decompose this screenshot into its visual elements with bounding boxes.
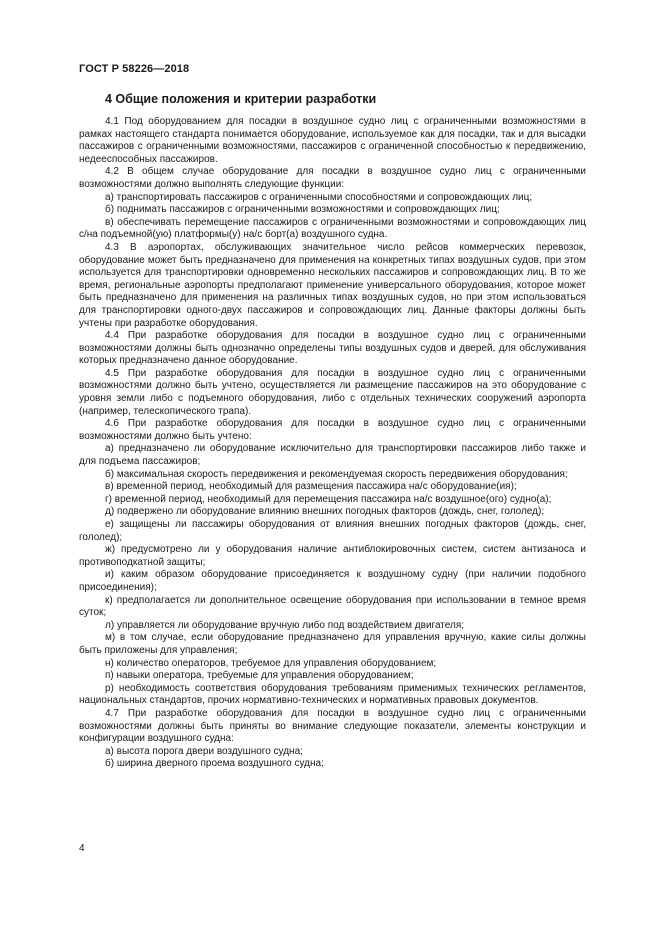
- list-item: и) каким образом оборудование присоединяется к воздушному судну (при наличии подобного присоединения);: [79, 569, 586, 593]
- paragraph: 4.7 При разработке оборудования для посадки в воздушное судно лиц с ограниченными возможностями должны быть приняты во внимание следующие показатели, элементы конструкции и конфигурации воздушного судна:: [79, 707, 586, 745]
- paragraph: 4.6 При разработке оборудования для посадки в воздушное судно лиц с ограниченными возможностями должно быть учтено:: [79, 418, 586, 442]
- list-item: в) временной период, необходимый для размещения пассажира на/с оборудование(ия);: [105, 481, 517, 493]
- list-item: г) временной период, необходимый для перемещения пассажира на/с воздушное(ого) судно(а);: [105, 493, 552, 505]
- paragraph: 4.3 В аэропортах, обслуживающих значительное число рейсов коммерческих перевозок, оборудование может быть предназначено для применения на конкретных типах воздушных судов, при этом используется для транспортировки одновременно нескольких пассажиров и сопровождающих лиц. В то же время, региональные аэропорты предполагают применение универсального оборудования, которое может быть предназначено для применения на различных типах воздушных судов, но при этом использоваться для транспортировки одного-двух пассажиров и сопровождающих лиц. Данные факторы должны быть учтены при разработке оборудования.: [79, 241, 586, 329]
- list-item: в) обеспечивать перемещение пассажиров с ограниченными возможностями и сопровождающих лиц с/на подъемной(ую) платформы(у) на/с борт(а) воздушного судна.: [79, 216, 586, 241]
- list-item: к) предполагается ли дополнительное освещение оборудования при использовании в темное время суток;: [79, 594, 586, 619]
- list-item: б) максимальная скорость передвижения и рекомендуемая скорость передвижения оборудования;: [105, 468, 568, 480]
- document-header: ГОСТ Р 58226—2018: [79, 63, 190, 75]
- list-item: б) ширина дверного проема воздушного судна;: [105, 758, 324, 770]
- document-body: [79, 116, 586, 771]
- paragraph: 4.4 При разработке оборудования для посадки в воздушное судно лиц с ограниченными возможностями должны быть однозначно определены типы воздушных судов и дверей, для обслуживания которых предназначено данное оборудование.: [79, 330, 586, 367]
- list-item: н) количество операторов, требуемое для управления оборудованием;: [105, 657, 437, 669]
- list-item: п) навыки оператора, требуемые для управления оборудованием;: [105, 670, 414, 682]
- paragraph: 4.1 Под оборудованием для посадки в воздушное судно лиц с ограниченными возможностями в рамках настоящего стандарта понимается оборудование, используемое как для посадки, так и для высадки пассажиров с ограниченными возможностями, пассажиров с ограниченной способностью к передвижению, недееспособных пассажиров.: [79, 116, 586, 165]
- list-item: д) подвержено ли оборудование влиянию внешних погодных факторов (дождь, снег, гололед);: [105, 506, 545, 518]
- list-item: а) предназначено ли оборудование исключительно для транспортировки пассажиров либо также и для подъема пассажиров;: [79, 443, 586, 468]
- list-item: а) высота порога двери воздушного судна;: [105, 745, 303, 757]
- paragraph: 4.5 При разработке оборудования для посадки в воздушное судно лиц с ограниченными возможностями должно быть учтено, осуществляется ли размещение пассажиров на это оборудование с уровня земли либо с подъемного оборудования, либо с отдельных технических сооружений аэропорта (например, телескопического трапа).: [79, 367, 586, 417]
- list-item: а) транспортировать пассажиров с ограниченными способностями и сопровождающих лиц;: [105, 191, 533, 203]
- list-item: р) необходимость соответствия оборудования требованиям применимых технических регламентов, национальных стандартов, прочих нормативно-технических и нормативных правовых документов.: [79, 682, 586, 707]
- list-item: е) защищены ли пассажиры оборудования от влияния внешних погодных факторов (дождь, снег, гололед);: [79, 519, 586, 543]
- list-item: ж) предусмотрено ли у оборудования наличие антиблокировочных систем, систем антизаноса и противоподкатной защиты;: [79, 544, 586, 568]
- page-number: 4: [79, 843, 85, 854]
- list-item: б) поднимать пассажиров с ограниченными возможностями и сопровождающих лиц;: [105, 204, 500, 216]
- list-item: л) управляется ли оборудование вручную либо под воздействием двигателя;: [105, 619, 465, 631]
- section-title: 4 Общие положения и критерии разработки: [105, 92, 377, 106]
- paragraph: 4.2 В общем случае оборудование для посадки в воздушное судно лиц с ограниченными возможностями должно выполнять следующие функции:: [79, 166, 586, 190]
- list-item: м) в том случае, если оборудование предназначено для управления вручную, какие силы должны быть приложены для управления;: [79, 632, 586, 656]
